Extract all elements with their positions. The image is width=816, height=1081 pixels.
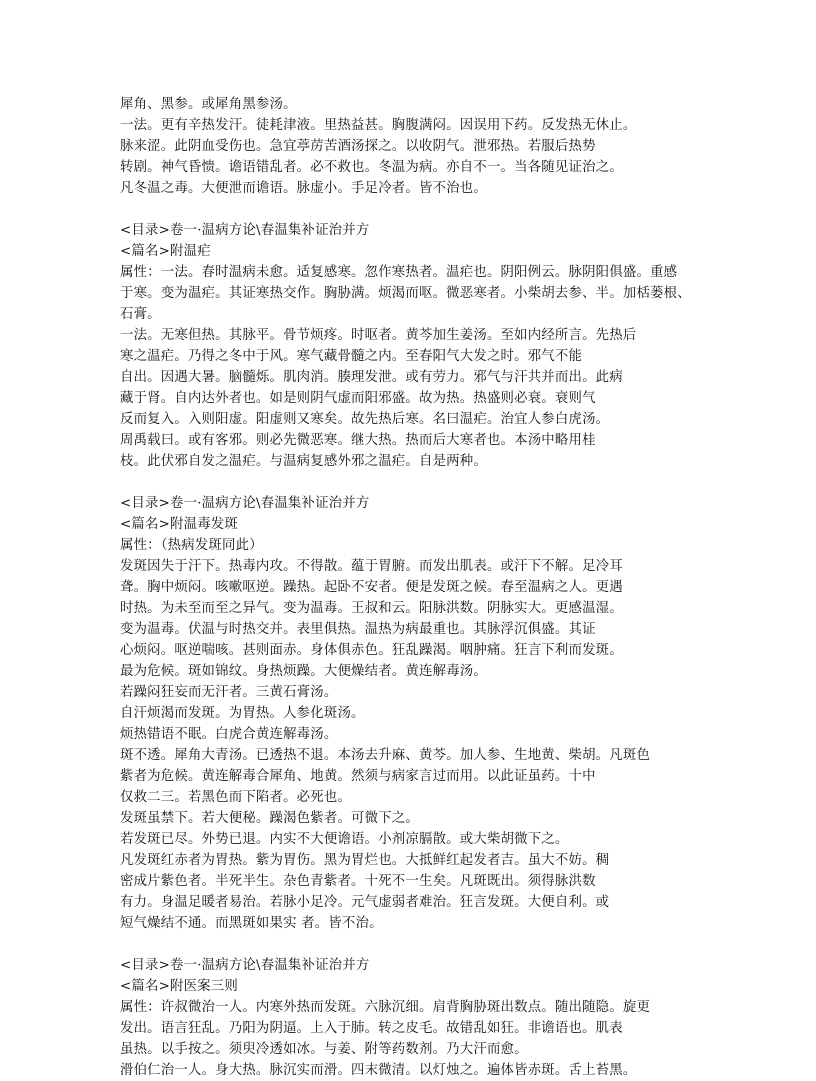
text-line: 发斑虽禁下。若大便秘。躁渴色紫者。可微下之。 (120, 811, 419, 826)
text-line: 短气燥结不通。而黑斑如果实 者。皆不治。 (120, 916, 383, 931)
text-line: 犀角、黑参。或犀角黑参汤。 (120, 97, 297, 112)
text-line: 寒之温疟。乃得之冬中于风。寒气藏骨髓之内。至春阳气大发之时。邪气不能 (120, 349, 583, 364)
text-line: 石膏。 (120, 307, 161, 322)
chapter-title: <篇名>附温毒发斑 (120, 517, 238, 532)
section-divider (120, 199, 700, 220)
text-line: 虽热。以手按之。须臾冷透如冰。与姜、附等药数剂。乃大汗而愈。 (120, 1042, 528, 1057)
intro-paragraph (120, 94, 700, 199)
text-line: 发斑因失于汗下。热毒内攻。不得散。蕴于胃腑。而发出肌表。或汗下不解。足冷耳 (120, 559, 623, 574)
text-line: 属性：（热病发斑同此） (120, 538, 263, 553)
text-line: 若发斑已尽。外势已退。内实不大便谵语。小剂凉膈散。或大柴胡微下之。 (120, 832, 569, 847)
text-line: 反而复入。入则阳虚。阳虚则又寒矣。故先热后寒。名曰温疟。治宜人参白虎汤。 (120, 412, 610, 427)
text-line: 烦热错语不眠。白虎合黄连解毒汤。 (120, 727, 338, 742)
text-line: 若躁闷狂妄而无汗者。三黄石膏汤。 (120, 685, 338, 700)
text-line: 凡发斑红赤者为胃热。紫为胃伤。黑为胃烂也。大抵鲜红起发者吉。虽大不妨。稠 (120, 853, 610, 868)
text-line: 紫者为危候。黄连解毒合犀角、地黄。然须与病家言过而用。以此证虽药。十中 (120, 769, 596, 784)
text-line: 有力。身温足暖者易治。若脉小足冷。元气虚弱者难治。狂言发斑。大便自利。或 (120, 895, 610, 910)
text-line: 脉来涩。此阴血受伤也。急宜葶苈苦酒汤探之。以收阴气。泄邪热。若服后热势 (120, 139, 596, 154)
document-page (120, 94, 700, 1081)
text-line: 于寒。变为温疟。其证寒热交作。胸胁满。烦渴而呕。微恶寒者。小柴胡去参、半。加栝蒌根、 (120, 286, 691, 301)
text-line: 自出。因遇大暑。脑髓烁。肌肉消。腠理发泄。或有劳力。邪气与汗共并而出。此病 (120, 370, 623, 385)
text-line: 属性：许叔微治一人。内寒外热而发斑。六脉沉细。肩背胸胁斑出数点。随出随隐。旋更 (120, 1000, 651, 1015)
text-line: 最为危候。斑如锦纹。身热烦躁。大便燥结者。黄连解毒汤。 (120, 664, 487, 679)
text-line: 心烦闷。呕逆喘咳。甚则面赤。身体俱赤色。狂乱躁渴。咽肿痛。狂言下利而发斑。 (120, 643, 623, 658)
text-line: 滑伯仁治一人。身大热。脉沉实而滑。四末微清。以灯烛之。遍体皆赤斑。舌上苔黑。 (120, 1063, 637, 1078)
catalog-heading: <目录>卷一·温病方论\春温集补证治并方 (120, 958, 370, 973)
section-divider (120, 934, 700, 955)
catalog-heading: <目录>卷一·温病方论\春温集补证治并方 (120, 496, 370, 511)
text-line: 一法。无寒但热。其脉平。骨节烦疼。时呕者。黄芩加生姜汤。至如内经所言。先热后 (120, 328, 637, 343)
section-yi-an-san-ze (120, 955, 700, 1081)
text-line: 枝。此伏邪自发之温疟。与温病复感外邪之温疟。自是两种。 (120, 454, 487, 469)
section-wen-du-fa-ban (120, 493, 700, 934)
catalog-heading: <目录>卷一·温病方论\春温集补证治并方 (120, 223, 370, 238)
section-divider (120, 472, 700, 493)
text-line: 聋。胸中烦闷。咳嗽呕逆。躁热。起卧不安者。便是发斑之候。春至温病之人。更遇 (120, 580, 623, 595)
section-wen-nue (120, 220, 700, 472)
text-line: 变为温毒。伏温与时热交并。表里俱热。温热为病最重也。其脉浮沉俱盛。其证 (120, 622, 596, 637)
text-line: 仅救二三。若黑色而下陷者。必死也。 (120, 790, 352, 805)
text-line: 藏于肾。自内达外者也。如是则阴气虚而阳邪盛。故为热。热盛则必衰。衰则气 (120, 391, 596, 406)
text-line: 转剧。神气昏愦。谵语错乱者。必不救也。冬温为病。亦自不一。当各随见证治之。 (120, 160, 623, 175)
text-line: 发出。语言狂乱。乃阳为阴逼。上入于肺。转之皮毛。故错乱如狂。非谵语也。肌表 (120, 1021, 623, 1036)
text-line: 周禹载曰。或有客邪。则必先微恶寒。继大热。热而后大寒者也。本汤中略用桂 (120, 433, 596, 448)
text-line: 时热。为未至而至之异气。变为温毒。王叔和云。阳脉洪数。阴脉实大。更感温湿。 (120, 601, 623, 616)
text-line: 密成片紫色者。半死半生。杂色青紫者。十死不一生矣。凡斑既出。须得脉洪数 (120, 874, 596, 889)
text-line: 属性：一法。春时温病未愈。适复感寒。忽作寒热者。温疟也。阴阳例云。脉阴阳俱盛。重感 (120, 265, 678, 280)
text-line: 一法。更有辛热发汗。徒耗津液。里热益甚。胸腹满闷。因误用下药。反发热无休止。 (120, 118, 637, 133)
text-line: 斑不透。犀角大青汤。已透热不退。本汤去升麻、黄芩。加人参、生地黄、柴胡。凡斑色 (120, 748, 651, 763)
text-line: 凡冬温之毒。大便泄而谵语。脉虚小。手足冷者。皆不治也。 (120, 181, 487, 196)
chapter-title: <篇名>附医案三则 (120, 979, 238, 994)
text-line: 自汗烦渴而发斑。为胃热。人参化斑汤。 (120, 706, 365, 721)
chapter-title: <篇名>附温疟 (120, 244, 211, 259)
